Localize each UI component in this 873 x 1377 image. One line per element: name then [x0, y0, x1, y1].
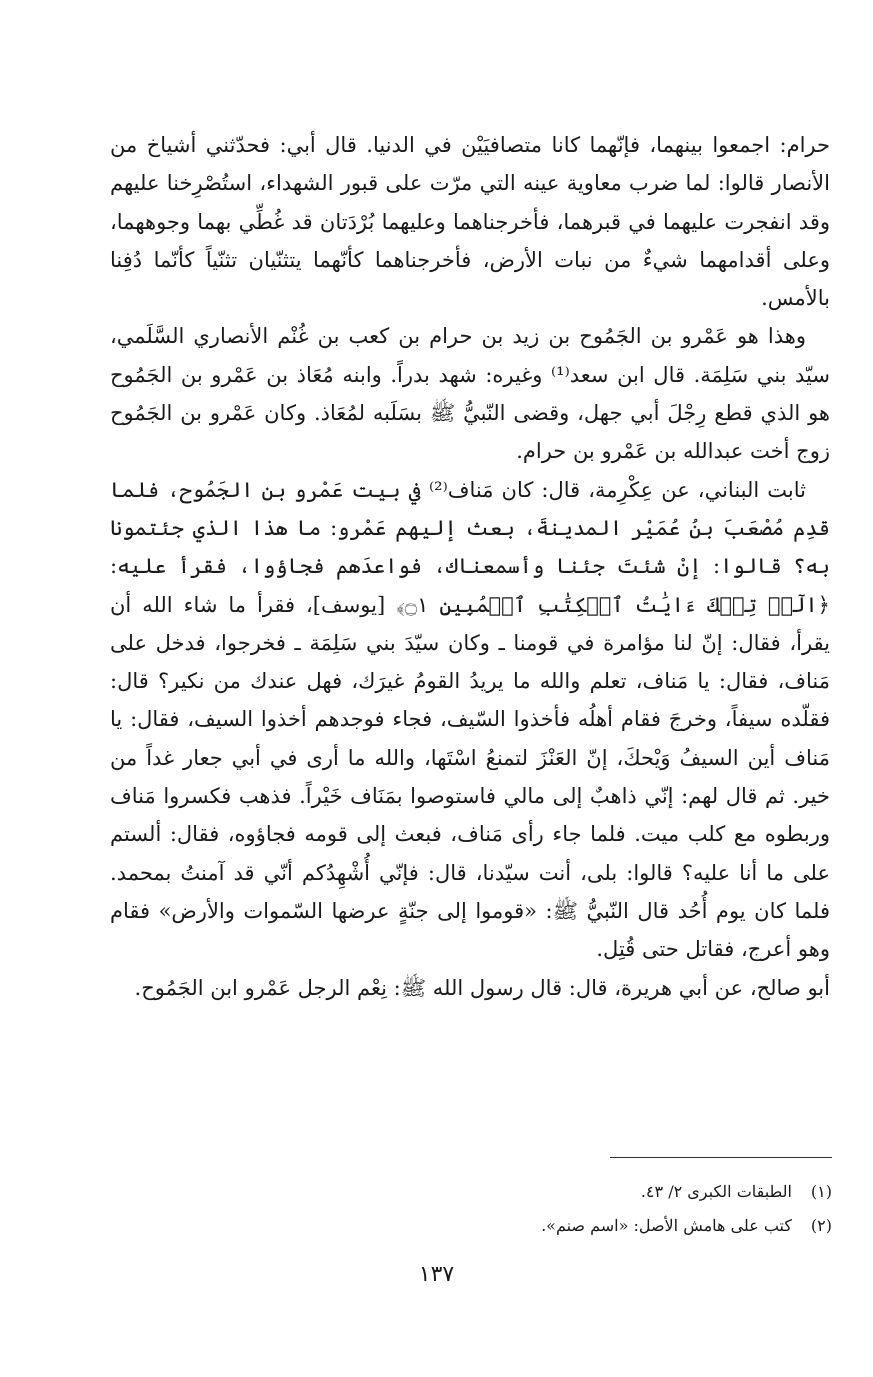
footnote-number: (٢) [810, 1216, 832, 1235]
paragraph-3: ثابت البناني، عن عِكْرِمة، قال: كان مَناف⁽²⁾ في بيت عَمْرو بن الجَمُوح، فلما قدِم مُصْعَبَ بنُ عُمَيْر المدينةَ، بعث إليهم عَمْرو: ما هذا الذي جئتمونا به؟ قالوا: إنْ شئتَ جئنا وأسمعناك، فواعدَهم فجاؤوا، فقرأ عليه: ﴿الٓرۚ تِلۡكَ ءَايَٰتُ ٱلۡكِتَٰبِ ٱلۡمُبِينِ ۝١﴾ [يوسف]، فقرأ ما شاء الله أن يقرأ، فقال: إنّ لنا مؤامرة في قومنا ـ وكان سيّدَ بني سَلِمَة ـ فخرجوا، فدخل على مَناف، فقال: يا مَناف، تعلم والله ما يريدُ القومُ غيرَك، فهل عندك من نكير؟ قال: فقلّده سيفاً، وخرجَ فقام أهلُه فأخذوا السّيف، فجاء فوجدهم أخذوا السيف، فقال: يا مَناف أين السيفُ وَيْحكَ، إنّ العَنْزَ لتمنعُ اسْتَها، والله ما أرى في أبي جعار غداً من خير. ثم قال لهم: إنّي ذاهبٌ إلى مالي فاستوصوا بمَنَاف خَيْراً. فذهب فكسروا مَناف وربطوه مع كلب ميت. فلما جاء رأى مَناف، فبعث إلى قومه فجاؤوه، فقال: ألستم على ما أنا عليه؟ قالوا: بلى، أنت سيّدنا، قال: فإنّي أُشْهِدُكم أنّي قد آمنتُ بمحمد. فلما كان يوم أُحُد قال النّبيُّ ﷺ: «قوموا إلى جنّةٍ عرضها السّموات والأرض» فقام وهو أعرج، فقاتل حتى قُتِل. [110, 477, 830, 962]
main-text [110, 126, 830, 1007]
page-number: ١٣٧ [418, 1262, 455, 1287]
footnote-2 [110, 1209, 832, 1243]
footnote-separator [610, 1157, 832, 1158]
footnote-number: (١) [810, 1182, 832, 1201]
paragraph-1: حرام: اجمعوا بينهما، فإنّهما كانا متصافيَيْن في الدنيا. قال أبي: فحدّثني أشياخ من الأنصار قالوا: لما ضرب معاوية عينه التي مرّت على قبور الشهداء، استُصْرِخنا عليهم وقد انفجرت عليهما في قبرهما، فأخرجناهما وعليهما بُرْدَتان قد غُطِّي بهما وجوههما، وعلى أقدامهما شيءٌ من نبات الأرض، فأخرجناهما كأنّهما يتثنّيان تثنّياً كأنّما دُفِنا بالأمس. [110, 133, 830, 311]
footnote-text: كتب على هامش الأصل: «اسم صنم». [541, 1216, 792, 1235]
footnote-text: الطبقات الكبرى ٢/ ٤٣. [640, 1182, 792, 1201]
paragraph-4: أبو صالح، عن أبي هريرة، قال: قال رسول الله ﷺ: نِعْم الرجل عَمْرو ابن الجَمُوح. [134, 975, 830, 1000]
footnotes [110, 1175, 832, 1243]
footnote-1 [110, 1175, 832, 1209]
paragraph-2: وهذا هو عَمْرو بن الجَمُوح بن زيد بن حرام بن كعب بن غُنْم الأنصاري السَّلَمي، سيّد بني سَلِمَة. قال ابن سعد⁽¹⁾ وغيره: شهد بدراً. وابنه مُعَاذ بن عَمْرو بن الجَمُوح هو الذي قطع رِجْلَ أبي جهل، وقضى النّبيُّ ﷺ بسَلَبه لمُعَاذ. وكان عَمْرو بن الجَمُوح زوج أخت عبدالله بن عَمْرو بن حرام. [110, 324, 830, 464]
